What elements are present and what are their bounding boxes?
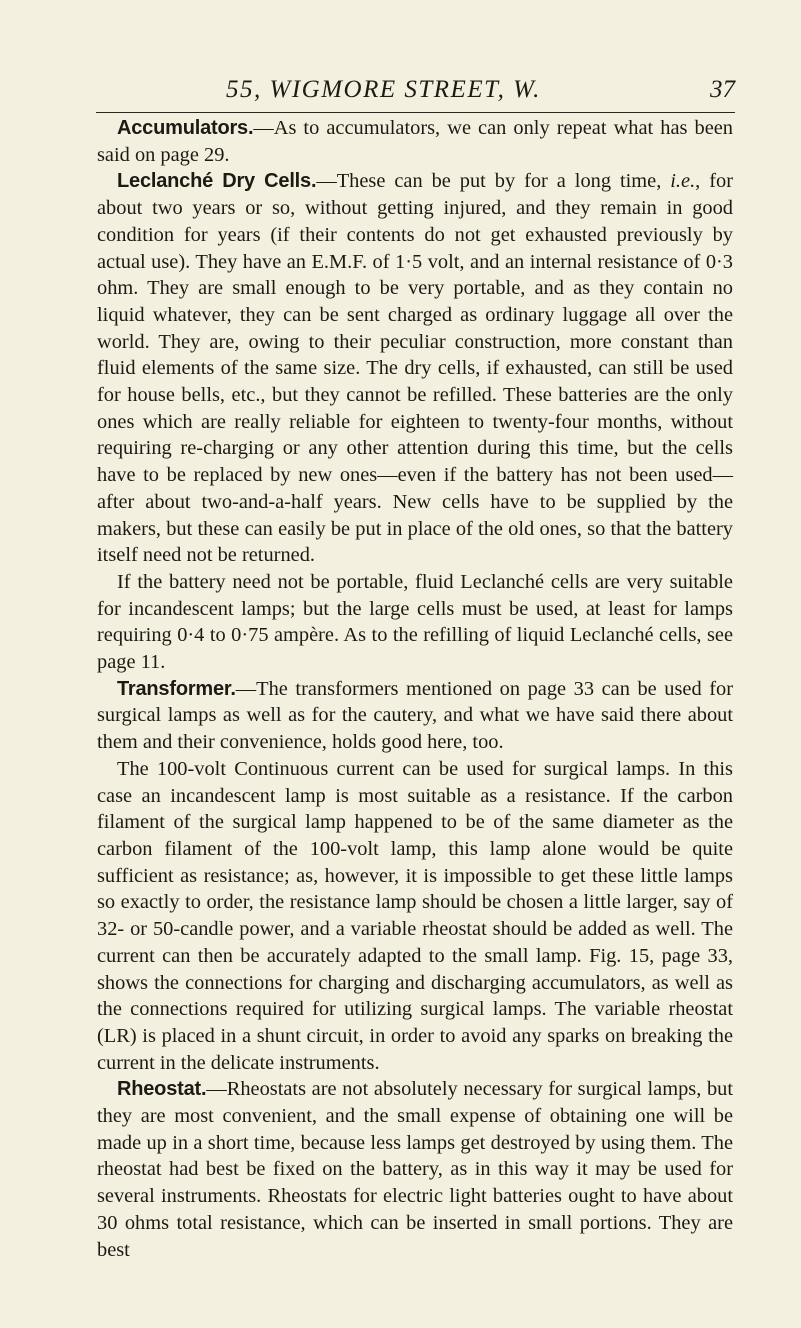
paragraph-text: —As to accumulators, we can only repeat what has been said on page 29. <box>97 117 733 166</box>
page-header <box>96 76 735 113</box>
paragraph-continuous-current: The 100-volt Continuous current can be used for surgical lamps. In this case an incandescent lamp is most suitable as a resistance. If the carbon filament of the surgical lamp happened to be of the same diameter as the carbon filament of the 100-volt lamp, this lamp alone would be quite sufficient as resistance; as, however, it is impossible to get these little lamps so exactly to order, the resistance lamp should be chosen a little larger, say of 32- or 50-candle power, and a variable rheostat should be added as well. The current can then be accurately adapted to the small lamp. Fig. 15, page 33, shows the connections for charging and discharging accumulators, as well as the connections required for utilizing surgical lamps. The variable rheostat (LR) is placed in a shunt circuit, in order to avoid any sparks on breaking the current in the delicate instruments. <box>97 757 733 1074</box>
paragraph-text: —The transformers mentioned on page 33 can be used for surgical lamps as well as for the cautery, and what we have said there about them and their convenience, holds good here, too. <box>97 677 733 754</box>
section-heading-accumulators: Accumulators. <box>117 117 254 139</box>
paragraph-fluid-leclanche: If the battery need not be portable, fluid Leclanché cells are very suitable for incandescent lamps; but the large cells must be used, at least for lamps requiring 0·4 to 0·75 ampère. As to the refilling of liquid Leclanché cells, see page 11. <box>97 570 733 674</box>
running-title: 55, WIGMORE STREET, W. <box>226 76 541 103</box>
paragraph-text: —Rheostats are not absolutely necessary for surgical lamps, but they are most convenient, and the small expense of obtaining one will be made up in a short time, because less lamps get destroyed by using them. The rheostat had best be fixed on the battery, as in this way it may be used for several instruments. Rheostats for electric light batteries ought to have about 30 ohms total resistance, which can be inserted in small portions. They are best <box>97 1078 733 1261</box>
body-text <box>97 115 733 1263</box>
paragraph-leclanche-dry-cells <box>97 168 733 569</box>
paragraph-transformer <box>97 676 733 756</box>
paragraph-accumulators <box>97 115 733 168</box>
paragraph-text: —These can be put by for a long time, <box>316 170 671 193</box>
page-number: 37 <box>710 76 735 103</box>
section-heading-leclanche-dry-cells: Leclanché Dry Cells. <box>117 170 317 193</box>
italic-abbreviation: i.e. <box>670 170 696 193</box>
paragraph-text: , for about two years or so, without getting injured, and they remain in good condition for years (if their contents do not get exhausted previously by actual use). They have an E.M.F. of 1·5 volt, and an internal resistance of 0·3 ohm. They are small enough to be very portable, and as they contain no liquid whatever, they can be sent charged as ordinary luggage all over the world. They are, owing to their peculiar construction, more constant than fluid elements of the same size. The dry cells, if exhausted, can still be used for house bells, etc., but they cannot be refilled. These batteries are the only ones which are really reliable for eighteen to twenty-four months, without requiring re-charging or any other attention during this time, but the cells have to be replaced by new ones—even if the battery has not been used—after about two-and-a-half years. New cells have to be supplied by the makers, but these can easily be put in place of the old ones, so that the battery itself need not be returned. <box>97 170 733 567</box>
section-heading-transformer: Transformer. <box>117 677 236 700</box>
paragraph-rheostat <box>97 1076 733 1263</box>
section-heading-rheostat: Rheostat. <box>117 1078 207 1101</box>
